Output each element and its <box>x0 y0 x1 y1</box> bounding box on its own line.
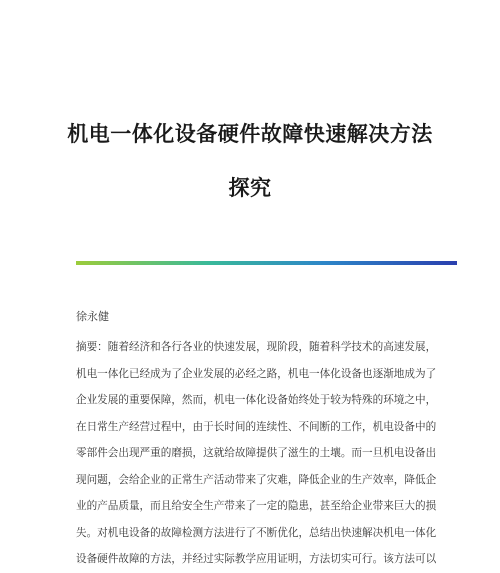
abstract-line: 业的产品质量，而且给安全生产带来了一定的隐患，甚至给企业带来巨大的损 <box>76 500 437 512</box>
abstract-line: 企业发展的重要保障，然而，机电一体化设备始终处于较为特殊的环境之中， <box>76 394 437 406</box>
document-title-line-2: 探究 <box>228 175 272 200</box>
title-divider <box>76 261 457 265</box>
author-name: 徐永健 <box>76 310 109 323</box>
abstract-line: 失。对机电设备的故障检测方法进行了不断优化，总结出快速解决机电一体化 <box>76 526 437 539</box>
document-title-line-1: 机电一体化设备硬件故障快速解决方法 <box>67 121 433 146</box>
abstract-line: 机电一体化已经成为了企业发展的必经之路，机电一体化设备也逐渐地成为了 <box>76 367 437 380</box>
abstract-line: 零部件会出现严重的磨损，这就给故障提供了滋生的土壤。而一旦机电设备出 <box>76 447 437 459</box>
abstract-paragraph <box>76 334 438 573</box>
abstract-line: 在日常生产经营过程中，由于长时间的连续性、不间断的工作，机电设备中的 <box>76 420 437 433</box>
abstract-line: 现问题，会给企业的正常生产活动带来了灾难，降低企业的生产效率，降低企 <box>76 473 437 486</box>
abstract-line: 设备硬件故障的方法，并经过实际教学应用证明，方法切实可行。该方法可以 <box>76 553 437 565</box>
abstract-line: 摘要：随着经济和各行各业的快速发展，现阶段，随着科学技术的高速发展， <box>76 341 437 353</box>
